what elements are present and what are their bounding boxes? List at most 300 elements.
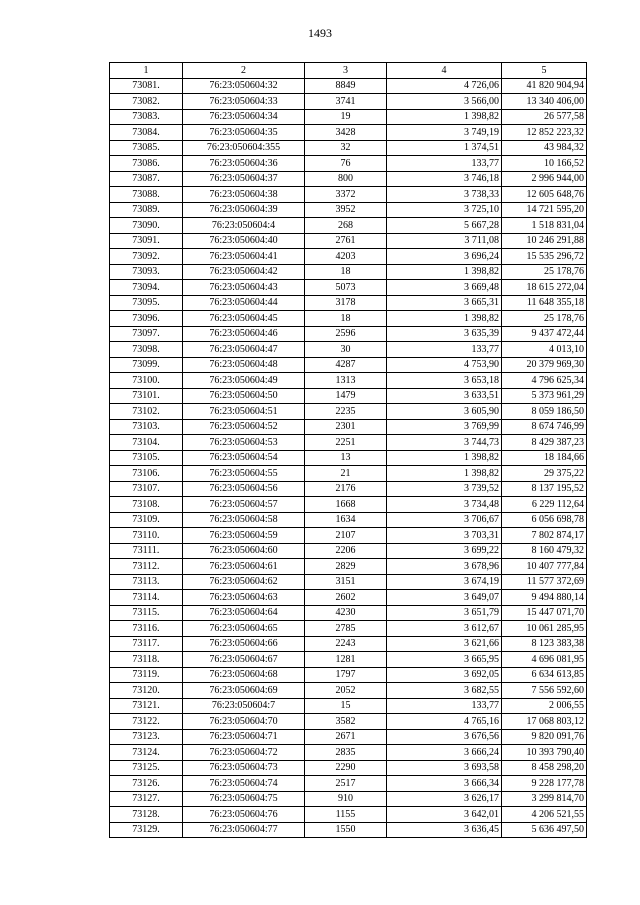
- cadastral-value-table: [109, 62, 587, 838]
- row-number-cell: 73102.: [110, 404, 183, 420]
- row-number-cell: 73110.: [110, 528, 183, 544]
- table-row: [110, 621, 587, 637]
- cadastral-number-cell: 76:23:050604:69: [183, 683, 305, 699]
- cadastral-value-cell: 26 577,58: [502, 109, 587, 125]
- unit-value-cell: 1 398,82: [387, 264, 502, 280]
- area-cell: 18: [305, 264, 387, 280]
- row-number-cell: 73113.: [110, 574, 183, 590]
- unit-value-cell: 3 739,52: [387, 481, 502, 497]
- cadastral-value-cell: 2 006,55: [502, 698, 587, 714]
- cadastral-number-cell: 76:23:050604:70: [183, 714, 305, 730]
- cadastral-number-cell: 76:23:050604:7: [183, 698, 305, 714]
- row-number-cell: 73089.: [110, 202, 183, 218]
- row-number-cell: 73120.: [110, 683, 183, 699]
- cadastral-number-cell: 76:23:050604:75: [183, 791, 305, 807]
- cadastral-number-cell: 76:23:050604:57: [183, 497, 305, 513]
- column-header-1: 1: [110, 63, 183, 79]
- area-cell: 1313: [305, 373, 387, 389]
- unit-value-cell: 4 753,90: [387, 357, 502, 373]
- cadastral-value-cell: 6 229 112,64: [502, 497, 587, 513]
- cadastral-value-cell: 12 605 648,76: [502, 187, 587, 203]
- row-number-cell: 73084.: [110, 125, 183, 141]
- unit-value-cell: 3 666,34: [387, 776, 502, 792]
- cadastral-number-cell: 76:23:050604:51: [183, 404, 305, 420]
- table-row: [110, 450, 587, 466]
- cadastral-value-cell: 4 013,10: [502, 342, 587, 358]
- cadastral-value-cell: 25 178,76: [502, 311, 587, 327]
- row-number-cell: 73124.: [110, 745, 183, 761]
- cadastral-number-cell: 76:23:050604:53: [183, 435, 305, 451]
- unit-value-cell: 3 612,67: [387, 621, 502, 637]
- cadastral-value-cell: 10 407 777,84: [502, 559, 587, 575]
- unit-value-cell: 3 653,18: [387, 373, 502, 389]
- table-row: [110, 683, 587, 699]
- area-cell: 1668: [305, 497, 387, 513]
- cadastral-value-cell: 17 068 803,12: [502, 714, 587, 730]
- table-row: [110, 481, 587, 497]
- table-row: [110, 311, 587, 327]
- cadastral-value-cell: 11 648 355,18: [502, 295, 587, 311]
- row-number-cell: 73088.: [110, 187, 183, 203]
- unit-value-cell: 3 626,17: [387, 791, 502, 807]
- area-cell: 2107: [305, 528, 387, 544]
- unit-value-cell: 3 676,56: [387, 729, 502, 745]
- area-cell: 2052: [305, 683, 387, 699]
- cadastral-number-cell: 76:23:050604:76: [183, 807, 305, 823]
- cadastral-value-cell: 43 984,32: [502, 140, 587, 156]
- cadastral-value-cell: 7 802 874,17: [502, 528, 587, 544]
- table-row: [110, 326, 587, 342]
- area-cell: 30: [305, 342, 387, 358]
- area-cell: 5073: [305, 280, 387, 296]
- table-row: [110, 187, 587, 203]
- cadastral-number-cell: 76:23:050604:73: [183, 760, 305, 776]
- table-row: [110, 652, 587, 668]
- cadastral-number-cell: 76:23:050604:32: [183, 78, 305, 94]
- cadastral-value-cell: 18 184,66: [502, 450, 587, 466]
- table-row: [110, 605, 587, 621]
- table-row: [110, 466, 587, 482]
- row-number-cell: 73094.: [110, 280, 183, 296]
- area-cell: 15: [305, 698, 387, 714]
- cadastral-value-cell: 10 393 790,40: [502, 745, 587, 761]
- unit-value-cell: 1 374,51: [387, 140, 502, 156]
- area-cell: 21: [305, 466, 387, 482]
- cadastral-value-cell: 10 246 291,88: [502, 233, 587, 249]
- table-row: [110, 543, 587, 559]
- cadastral-number-cell: 76:23:050604:36: [183, 156, 305, 172]
- table-row: [110, 512, 587, 528]
- area-cell: 4203: [305, 249, 387, 265]
- cadastral-value-cell: 3 299 814,70: [502, 791, 587, 807]
- cadastral-value-cell: 4 796 625,34: [502, 373, 587, 389]
- table-row: [110, 78, 587, 94]
- area-cell: 2835: [305, 745, 387, 761]
- unit-value-cell: 3 738,33: [387, 187, 502, 203]
- cadastral-number-cell: 76:23:050604:67: [183, 652, 305, 668]
- cadastral-number-cell: 76:23:050604:61: [183, 559, 305, 575]
- row-number-cell: 73118.: [110, 652, 183, 668]
- unit-value-cell: 3 711,08: [387, 233, 502, 249]
- row-number-cell: 73083.: [110, 109, 183, 125]
- cadastral-number-cell: 76:23:050604:74: [183, 776, 305, 792]
- area-cell: 2761: [305, 233, 387, 249]
- unit-value-cell: 3 699,22: [387, 543, 502, 559]
- table-row: [110, 156, 587, 172]
- area-cell: 2206: [305, 543, 387, 559]
- table-header-row: [110, 63, 587, 79]
- row-number-cell: 73104.: [110, 435, 183, 451]
- table-row: [110, 776, 587, 792]
- table-row: [110, 125, 587, 141]
- table-row: [110, 373, 587, 389]
- unit-value-cell: 3 605,90: [387, 404, 502, 420]
- table-row: [110, 94, 587, 110]
- row-number-cell: 73116.: [110, 621, 183, 637]
- unit-value-cell: 1 398,82: [387, 450, 502, 466]
- area-cell: 13: [305, 450, 387, 466]
- cadastral-value-cell: 29 375,22: [502, 466, 587, 482]
- row-number-cell: 73117.: [110, 636, 183, 652]
- cadastral-number-cell: 76:23:050604:72: [183, 745, 305, 761]
- row-number-cell: 73085.: [110, 140, 183, 156]
- cadastral-number-cell: 76:23:050604:50: [183, 388, 305, 404]
- area-cell: 2829: [305, 559, 387, 575]
- row-number-cell: 73082.: [110, 94, 183, 110]
- row-number-cell: 73105.: [110, 450, 183, 466]
- table-row: [110, 745, 587, 761]
- unit-value-cell: 3 678,96: [387, 559, 502, 575]
- unit-value-cell: 3 674,19: [387, 574, 502, 590]
- unit-value-cell: 3 725,10: [387, 202, 502, 218]
- unit-value-cell: 3 682,55: [387, 683, 502, 699]
- unit-value-cell: 133,77: [387, 342, 502, 358]
- cadastral-number-cell: 76:23:050604:56: [183, 481, 305, 497]
- unit-value-cell: 3 651,79: [387, 605, 502, 621]
- row-number-cell: 73123.: [110, 729, 183, 745]
- row-number-cell: 73115.: [110, 605, 183, 621]
- cadastral-number-cell: 76:23:050604:45: [183, 311, 305, 327]
- cadastral-number-cell: 76:23:050604:66: [183, 636, 305, 652]
- cadastral-number-cell: 76:23:050604:46: [183, 326, 305, 342]
- cadastral-value-cell: 4 696 081,95: [502, 652, 587, 668]
- table-row: [110, 760, 587, 776]
- cadastral-number-cell: 76:23:050604:355: [183, 140, 305, 156]
- unit-value-cell: 1 398,82: [387, 466, 502, 482]
- row-number-cell: 73128.: [110, 807, 183, 823]
- unit-value-cell: 3 734,48: [387, 497, 502, 513]
- area-cell: 2301: [305, 419, 387, 435]
- row-number-cell: 73090.: [110, 218, 183, 234]
- area-cell: 3741: [305, 94, 387, 110]
- row-number-cell: 73109.: [110, 512, 183, 528]
- cadastral-value-cell: 8 674 746,99: [502, 419, 587, 435]
- cadastral-number-cell: 76:23:050604:39: [183, 202, 305, 218]
- cadastral-number-cell: 76:23:050604:65: [183, 621, 305, 637]
- table-row: [110, 342, 587, 358]
- row-number-cell: 73114.: [110, 590, 183, 606]
- unit-value-cell: 4 765,16: [387, 714, 502, 730]
- cadastral-number-cell: 76:23:050604:43: [183, 280, 305, 296]
- table-row: [110, 202, 587, 218]
- area-cell: 76: [305, 156, 387, 172]
- cadastral-number-cell: 76:23:050604:41: [183, 249, 305, 265]
- table-row: [110, 295, 587, 311]
- table-row: [110, 388, 587, 404]
- cadastral-value-cell: 14 721 595,20: [502, 202, 587, 218]
- unit-value-cell: 3 566,00: [387, 94, 502, 110]
- area-cell: 8849: [305, 78, 387, 94]
- unit-value-cell: 1 398,82: [387, 109, 502, 125]
- row-number-cell: 73081.: [110, 78, 183, 94]
- row-number-cell: 73122.: [110, 714, 183, 730]
- cadastral-value-cell: 25 178,76: [502, 264, 587, 280]
- row-number-cell: 73091.: [110, 233, 183, 249]
- cadastral-number-cell: 76:23:050604:37: [183, 171, 305, 187]
- area-cell: 3582: [305, 714, 387, 730]
- cadastral-number-cell: 76:23:050604:63: [183, 590, 305, 606]
- area-cell: 1155: [305, 807, 387, 823]
- cadastral-number-cell: 76:23:050604:4: [183, 218, 305, 234]
- unit-value-cell: 3 642,01: [387, 807, 502, 823]
- table-row: [110, 791, 587, 807]
- unit-value-cell: 3 692,05: [387, 667, 502, 683]
- cadastral-value-cell: 4 206 521,55: [502, 807, 587, 823]
- area-cell: 1550: [305, 822, 387, 838]
- cadastral-number-cell: 76:23:050604:33: [183, 94, 305, 110]
- row-number-cell: 73119.: [110, 667, 183, 683]
- table-row: [110, 636, 587, 652]
- cadastral-value-cell: 41 820 904,94: [502, 78, 587, 94]
- row-number-cell: 73126.: [110, 776, 183, 792]
- area-cell: 3372: [305, 187, 387, 203]
- area-cell: 2176: [305, 481, 387, 497]
- area-cell: 800: [305, 171, 387, 187]
- cadastral-number-cell: 76:23:050604:62: [183, 574, 305, 590]
- row-number-cell: 73093.: [110, 264, 183, 280]
- area-cell: 2785: [305, 621, 387, 637]
- area-cell: 32: [305, 140, 387, 156]
- cadastral-number-cell: 76:23:050604:47: [183, 342, 305, 358]
- area-cell: 18: [305, 311, 387, 327]
- area-cell: 1797: [305, 667, 387, 683]
- cadastral-value-cell: 8 137 195,52: [502, 481, 587, 497]
- table-row: [110, 249, 587, 265]
- row-number-cell: 73092.: [110, 249, 183, 265]
- table-row: [110, 171, 587, 187]
- cadastral-number-cell: 76:23:050604:52: [183, 419, 305, 435]
- area-cell: 4230: [305, 605, 387, 621]
- area-cell: 3952: [305, 202, 387, 218]
- column-header-5: 5: [502, 63, 587, 79]
- unit-value-cell: 3 749,19: [387, 125, 502, 141]
- unit-value-cell: 3 666,24: [387, 745, 502, 761]
- table-row: [110, 497, 587, 513]
- cadastral-number-cell: 76:23:050604:59: [183, 528, 305, 544]
- cadastral-number-cell: 76:23:050604:38: [183, 187, 305, 203]
- unit-value-cell: 3 696,24: [387, 249, 502, 265]
- row-number-cell: 73101.: [110, 388, 183, 404]
- cadastral-value-cell: 8 429 387,23: [502, 435, 587, 451]
- cadastral-number-cell: 76:23:050604:54: [183, 450, 305, 466]
- area-cell: 2290: [305, 760, 387, 776]
- unit-value-cell: 3 649,07: [387, 590, 502, 606]
- row-number-cell: 73111.: [110, 543, 183, 559]
- area-cell: 2596: [305, 326, 387, 342]
- row-number-cell: 73107.: [110, 481, 183, 497]
- cadastral-value-cell: 7 556 592,60: [502, 683, 587, 699]
- row-number-cell: 73097.: [110, 326, 183, 342]
- unit-value-cell: 3 744,73: [387, 435, 502, 451]
- cadastral-value-cell: 8 160 479,32: [502, 543, 587, 559]
- row-number-cell: 73087.: [110, 171, 183, 187]
- cadastral-value-cell: 9 494 880,14: [502, 590, 587, 606]
- table-row: [110, 729, 587, 745]
- cadastral-value-cell: 10 061 285,95: [502, 621, 587, 637]
- cadastral-value-cell: 15 535 296,72: [502, 249, 587, 265]
- area-cell: 2243: [305, 636, 387, 652]
- table-row: [110, 109, 587, 125]
- cadastral-number-cell: 76:23:050604:58: [183, 512, 305, 528]
- table-row: [110, 357, 587, 373]
- row-number-cell: 73103.: [110, 419, 183, 435]
- unit-value-cell: 3 769,99: [387, 419, 502, 435]
- unit-value-cell: 133,77: [387, 698, 502, 714]
- cadastral-value-cell: 12 852 223,32: [502, 125, 587, 141]
- row-number-cell: 73099.: [110, 357, 183, 373]
- cadastral-number-cell: 76:23:050604:77: [183, 822, 305, 838]
- cadastral-value-cell: 8 458 298,20: [502, 760, 587, 776]
- cadastral-value-cell: 20 379 969,30: [502, 357, 587, 373]
- unit-value-cell: 3 669,48: [387, 280, 502, 296]
- table-row: [110, 419, 587, 435]
- column-header-4: 4: [387, 63, 502, 79]
- row-number-cell: 73129.: [110, 822, 183, 838]
- cadastral-number-cell: 76:23:050604:42: [183, 264, 305, 280]
- row-number-cell: 73127.: [110, 791, 183, 807]
- area-cell: 3178: [305, 295, 387, 311]
- area-cell: 2671: [305, 729, 387, 745]
- table-row: [110, 822, 587, 838]
- cadastral-value-cell: 11 577 372,69: [502, 574, 587, 590]
- cadastral-number-cell: 76:23:050604:40: [183, 233, 305, 249]
- table-row: [110, 698, 587, 714]
- row-number-cell: 73108.: [110, 497, 183, 513]
- unit-value-cell: 1 398,82: [387, 311, 502, 327]
- cadastral-value-cell: 15 447 071,70: [502, 605, 587, 621]
- unit-value-cell: 3 693,58: [387, 760, 502, 776]
- cadastral-value-cell: 13 340 406,00: [502, 94, 587, 110]
- table-row: [110, 528, 587, 544]
- area-cell: 1634: [305, 512, 387, 528]
- cadastral-number-cell: 76:23:050604:34: [183, 109, 305, 125]
- area-cell: 268: [305, 218, 387, 234]
- area-cell: 19: [305, 109, 387, 125]
- cadastral-value-cell: 18 615 272,04: [502, 280, 587, 296]
- row-number-cell: 73100.: [110, 373, 183, 389]
- cadastral-value-cell: 9 228 177,78: [502, 776, 587, 792]
- column-header-2: 2: [183, 63, 305, 79]
- cadastral-number-cell: 76:23:050604:49: [183, 373, 305, 389]
- cadastral-number-cell: 76:23:050604:64: [183, 605, 305, 621]
- unit-value-cell: 3 703,31: [387, 528, 502, 544]
- area-cell: 3151: [305, 574, 387, 590]
- unit-value-cell: 3 665,95: [387, 652, 502, 668]
- row-number-cell: 73086.: [110, 156, 183, 172]
- unit-value-cell: 3 636,45: [387, 822, 502, 838]
- cadastral-number-cell: 76:23:050604:68: [183, 667, 305, 683]
- unit-value-cell: 3 746,18: [387, 171, 502, 187]
- cadastral-number-cell: 76:23:050604:55: [183, 466, 305, 482]
- unit-value-cell: 3 621,66: [387, 636, 502, 652]
- cadastral-value-cell: 5 373 961,29: [502, 388, 587, 404]
- table-row: [110, 218, 587, 234]
- unit-value-cell: 3 706,67: [387, 512, 502, 528]
- cadastral-value-cell: 6 056 698,78: [502, 512, 587, 528]
- unit-value-cell: 4 726,06: [387, 78, 502, 94]
- unit-value-cell: 3 633,51: [387, 388, 502, 404]
- row-number-cell: 73096.: [110, 311, 183, 327]
- cadastral-number-cell: 76:23:050604:60: [183, 543, 305, 559]
- page-number: 1493: [308, 26, 332, 40]
- area-cell: 2235: [305, 404, 387, 420]
- area-cell: 2251: [305, 435, 387, 451]
- table-row: [110, 435, 587, 451]
- area-cell: 1479: [305, 388, 387, 404]
- area-cell: 910: [305, 791, 387, 807]
- unit-value-cell: 3 635,39: [387, 326, 502, 342]
- table-row: [110, 714, 587, 730]
- cadastral-value-cell: 5 636 497,50: [502, 822, 587, 838]
- table-row: [110, 807, 587, 823]
- column-header-3: 3: [305, 63, 387, 79]
- cadastral-value-cell: 9 820 091,76: [502, 729, 587, 745]
- table-row: [110, 574, 587, 590]
- cadastral-value-cell: 8 123 383,38: [502, 636, 587, 652]
- table-body: [110, 78, 587, 838]
- cadastral-value-cell: 10 166,52: [502, 156, 587, 172]
- unit-value-cell: 5 667,28: [387, 218, 502, 234]
- area-cell: 4287: [305, 357, 387, 373]
- table-row: [110, 140, 587, 156]
- area-cell: 1281: [305, 652, 387, 668]
- cadastral-value-cell: 6 634 613,85: [502, 667, 587, 683]
- cadastral-value-cell: 1 518 831,04: [502, 218, 587, 234]
- table-row: [110, 233, 587, 249]
- table-row: [110, 264, 587, 280]
- cadastral-number-cell: 76:23:050604:35: [183, 125, 305, 141]
- table-row: [110, 404, 587, 420]
- table-row: [110, 667, 587, 683]
- unit-value-cell: 3 665,31: [387, 295, 502, 311]
- table-row: [110, 590, 587, 606]
- cadastral-value-cell: 8 059 186,50: [502, 404, 587, 420]
- row-number-cell: 73098.: [110, 342, 183, 358]
- table-row: [110, 280, 587, 296]
- cadastral-value-cell: 9 437 472,44: [502, 326, 587, 342]
- cadastral-number-cell: 76:23:050604:48: [183, 357, 305, 373]
- cadastral-number-cell: 76:23:050604:71: [183, 729, 305, 745]
- row-number-cell: 73106.: [110, 466, 183, 482]
- area-cell: 2517: [305, 776, 387, 792]
- row-number-cell: 73121.: [110, 698, 183, 714]
- cadastral-value-cell: 2 996 944,00: [502, 171, 587, 187]
- area-cell: 3428: [305, 125, 387, 141]
- unit-value-cell: 133,77: [387, 156, 502, 172]
- row-number-cell: 73112.: [110, 559, 183, 575]
- table-row: [110, 559, 587, 575]
- cadastral-number-cell: 76:23:050604:44: [183, 295, 305, 311]
